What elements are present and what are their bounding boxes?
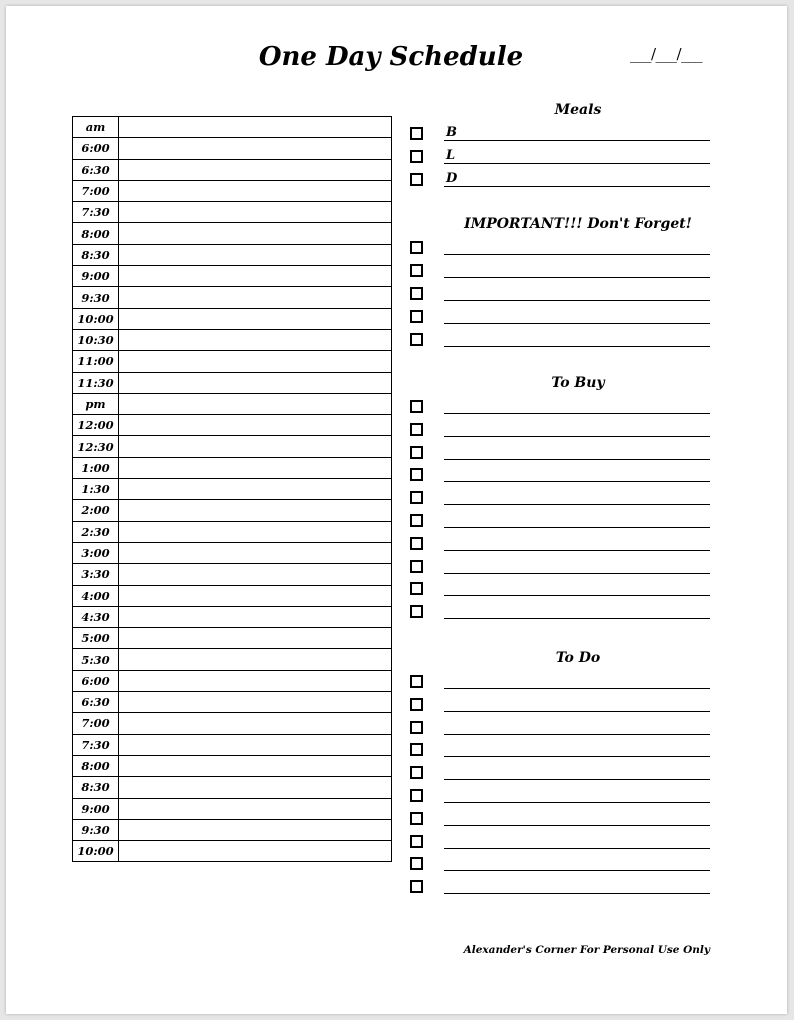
- to-do-write-line[interactable]: [444, 756, 710, 757]
- schedule-entry[interactable]: [119, 734, 392, 755]
- to-do-checkbox[interactable]: [410, 789, 423, 802]
- time-label: 9:30: [73, 287, 119, 308]
- to-buy-checkbox[interactable]: [410, 400, 423, 413]
- schedule-row: [73, 351, 392, 372]
- schedule-entry[interactable]: [119, 755, 392, 776]
- important-item: [408, 331, 710, 353]
- to-buy-write-line[interactable]: [444, 413, 710, 414]
- schedule-row: [73, 436, 392, 457]
- time-label: 9:00: [73, 266, 119, 287]
- meal-item: [408, 171, 710, 193]
- meal-write-line[interactable]: [444, 140, 710, 141]
- to-do-item: [408, 673, 710, 695]
- schedule-entry[interactable]: [119, 798, 392, 819]
- schedule-row: [73, 138, 392, 159]
- schedule-row: [73, 521, 392, 542]
- time-label: 3:00: [73, 542, 119, 563]
- to-do-write-line[interactable]: [444, 848, 710, 849]
- time-label: 7:00: [73, 713, 119, 734]
- to-buy-checkbox[interactable]: [410, 605, 423, 618]
- to-buy-write-line[interactable]: [444, 481, 710, 482]
- important-write-line[interactable]: [444, 277, 710, 278]
- schedule-entry[interactable]: [119, 351, 392, 372]
- to-buy-item: [408, 444, 710, 466]
- to-buy-item: [408, 489, 710, 511]
- schedule-entry[interactable]: [119, 457, 392, 478]
- to-buy-checkbox[interactable]: [410, 514, 423, 527]
- schedule-row: [73, 329, 392, 350]
- time-label: 5:00: [73, 628, 119, 649]
- to-do-item: [408, 787, 710, 809]
- schedule-entry[interactable]: [119, 117, 392, 138]
- schedule-entry[interactable]: [119, 372, 392, 393]
- to-buy-item: [408, 398, 710, 420]
- to-buy-item: [408, 535, 710, 557]
- schedule-row: [73, 223, 392, 244]
- time-label: 8:00: [73, 223, 119, 244]
- schedule-row: [73, 841, 392, 862]
- important-checkbox[interactable]: [410, 310, 423, 323]
- time-label: am: [73, 117, 119, 138]
- schedule-entry[interactable]: [119, 606, 392, 627]
- to-buy-item: [408, 558, 710, 580]
- schedule-entry[interactable]: [119, 138, 392, 159]
- schedule-entry[interactable]: [119, 329, 392, 350]
- meal-item: [408, 148, 710, 170]
- schedule-entry[interactable]: [119, 819, 392, 840]
- time-label: 10:00: [73, 308, 119, 329]
- important-write-line[interactable]: [444, 323, 710, 324]
- to-do-checkbox[interactable]: [410, 721, 423, 734]
- to-do-checkbox[interactable]: [410, 812, 423, 825]
- time-label: 9:30: [73, 819, 119, 840]
- schedule-row: [73, 117, 392, 138]
- schedule-entry[interactable]: [119, 479, 392, 500]
- to-do-checkbox[interactable]: [410, 880, 423, 893]
- schedule-entry[interactable]: [119, 521, 392, 542]
- schedule-row: [73, 287, 392, 308]
- schedule-entry[interactable]: [119, 542, 392, 563]
- schedule-table: [72, 116, 392, 862]
- schedule-entry[interactable]: [119, 266, 392, 287]
- schedule-entry[interactable]: [119, 649, 392, 670]
- schedule-row: [73, 542, 392, 563]
- schedule-entry[interactable]: [119, 244, 392, 265]
- important-item: [408, 262, 710, 284]
- time-label: 7:00: [73, 180, 119, 201]
- to-buy-write-line[interactable]: [444, 504, 710, 505]
- schedule-row: [73, 777, 392, 798]
- time-label: 1:30: [73, 479, 119, 500]
- schedule-row: [73, 713, 392, 734]
- schedule-row: [73, 798, 392, 819]
- to-buy-checkbox[interactable]: [410, 468, 423, 481]
- schedule-entry[interactable]: [119, 436, 392, 457]
- meals-title: Meals: [554, 102, 602, 118]
- to-buy-write-line[interactable]: [444, 618, 710, 619]
- schedule-row: [73, 692, 392, 713]
- schedule-row: [73, 457, 392, 478]
- time-label: 2:00: [73, 500, 119, 521]
- to-buy-checkbox[interactable]: [410, 582, 423, 595]
- schedule-row: [73, 266, 392, 287]
- time-label: 5:30: [73, 649, 119, 670]
- to-do-checkbox[interactable]: [410, 835, 423, 848]
- to-do-checkbox[interactable]: [410, 698, 423, 711]
- schedule-row: [73, 244, 392, 265]
- time-label: 12:30: [73, 436, 119, 457]
- to-buy-write-line[interactable]: [444, 550, 710, 551]
- schedule-entry[interactable]: [119, 713, 392, 734]
- to-do-write-line[interactable]: [444, 825, 710, 826]
- to-do-checkbox[interactable]: [410, 766, 423, 779]
- to-do-checkbox[interactable]: [410, 857, 423, 870]
- schedule-entry[interactable]: [119, 393, 392, 414]
- to-buy-checkbox[interactable]: [410, 537, 423, 550]
- to-do-item: [408, 719, 710, 741]
- schedule-entry[interactable]: [119, 202, 392, 223]
- important-write-line[interactable]: [444, 346, 710, 347]
- schedule-entry[interactable]: [119, 159, 392, 180]
- schedule-row: [73, 670, 392, 691]
- schedule-entry[interactable]: [119, 841, 392, 862]
- important-title: IMPORTANT!!! Don't Forget!: [464, 216, 692, 232]
- time-label: 6:30: [73, 159, 119, 180]
- schedule-entry[interactable]: [119, 692, 392, 713]
- footer-note: Alexander's Corner For Personal Use Only: [463, 944, 710, 956]
- schedule-entry[interactable]: [119, 415, 392, 436]
- to-do-item: [408, 696, 710, 718]
- to-do-item: [408, 741, 710, 763]
- schedule-row: [73, 180, 392, 201]
- to-buy-item: [408, 603, 710, 625]
- schedule-entry[interactable]: [119, 287, 392, 308]
- schedule-row: [73, 159, 392, 180]
- time-label: 10:00: [73, 841, 119, 862]
- important-item: [408, 285, 710, 307]
- to-do-checkbox[interactable]: [410, 675, 423, 688]
- schedule-row: [73, 393, 392, 414]
- time-label: 8:00: [73, 755, 119, 776]
- to-do-checkbox[interactable]: [410, 743, 423, 756]
- important-checkbox[interactable]: [410, 241, 423, 254]
- to-buy-checkbox[interactable]: [410, 423, 423, 436]
- meal-label: B: [446, 125, 457, 140]
- schedule-entry[interactable]: [119, 223, 392, 244]
- to-buy-checkbox[interactable]: [410, 491, 423, 504]
- to-do-write-line[interactable]: [444, 802, 710, 803]
- schedule-row: [73, 628, 392, 649]
- time-label: 4:00: [73, 585, 119, 606]
- schedule-row: [73, 202, 392, 223]
- important-checkbox[interactable]: [410, 287, 423, 300]
- schedule-row: [73, 479, 392, 500]
- to-do-write-line[interactable]: [444, 711, 710, 712]
- time-label: 7:30: [73, 202, 119, 223]
- to-do-write-line[interactable]: [444, 688, 710, 689]
- schedule-row: [73, 585, 392, 606]
- time-label: 11:00: [73, 351, 119, 372]
- time-label: 8:30: [73, 777, 119, 798]
- time-label: 6:00: [73, 138, 119, 159]
- schedule-entry[interactable]: [119, 585, 392, 606]
- schedule-row: [73, 415, 392, 436]
- to-buy-write-line[interactable]: [444, 595, 710, 596]
- schedule-entry[interactable]: [119, 500, 392, 521]
- to-buy-checkbox[interactable]: [410, 560, 423, 573]
- schedule-row: [73, 755, 392, 776]
- schedule-row: [73, 500, 392, 521]
- time-label: 11:30: [73, 372, 119, 393]
- to-buy-title: To Buy: [551, 375, 605, 391]
- important-item: [408, 239, 710, 261]
- meal-checkbox[interactable]: [410, 150, 423, 163]
- time-label: 10:30: [73, 329, 119, 350]
- time-label: 2:30: [73, 521, 119, 542]
- to-do-write-line[interactable]: [444, 870, 710, 871]
- schedule-entry[interactable]: [119, 777, 392, 798]
- meal-label: L: [446, 148, 456, 163]
- to-do-write-line[interactable]: [444, 734, 710, 735]
- to-buy-write-line[interactable]: [444, 527, 710, 528]
- time-label: 1:00: [73, 457, 119, 478]
- to-do-item: [408, 833, 710, 855]
- schedule-row: [73, 649, 392, 670]
- schedule-row: [73, 734, 392, 755]
- to-buy-write-line[interactable]: [444, 459, 710, 460]
- to-buy-item: [408, 580, 710, 602]
- schedule-row: [73, 372, 392, 393]
- schedule-entry[interactable]: [119, 180, 392, 201]
- important-checkbox[interactable]: [410, 264, 423, 277]
- time-label: pm: [73, 393, 119, 414]
- meal-write-line[interactable]: [444, 163, 710, 164]
- schedule-entry[interactable]: [119, 308, 392, 329]
- time-label: 8:30: [73, 244, 119, 265]
- to-buy-write-line[interactable]: [444, 436, 710, 437]
- to-do-write-line[interactable]: [444, 779, 710, 780]
- schedule-row: [73, 308, 392, 329]
- to-buy-item: [408, 421, 710, 443]
- time-label: 3:30: [73, 564, 119, 585]
- meal-write-line[interactable]: [444, 186, 710, 187]
- time-label: 4:30: [73, 606, 119, 627]
- meal-checkbox[interactable]: [410, 173, 423, 186]
- important-write-line[interactable]: [444, 300, 710, 301]
- important-checkbox[interactable]: [410, 333, 423, 346]
- time-label: 12:00: [73, 415, 119, 436]
- meal-item: [408, 125, 710, 147]
- to-buy-checkbox[interactable]: [410, 446, 423, 459]
- to-do-title: To Do: [555, 650, 601, 666]
- schedule-row: [73, 564, 392, 585]
- meal-label: D: [446, 171, 458, 186]
- date-field[interactable]: ___/___/___: [630, 45, 703, 63]
- time-label: 7:30: [73, 734, 119, 755]
- to-do-write-line[interactable]: [444, 893, 710, 894]
- to-do-item: [408, 810, 710, 832]
- to-buy-item: [408, 466, 710, 488]
- to-buy-item: [408, 512, 710, 534]
- page-title: One Day Schedule: [258, 42, 524, 72]
- meal-checkbox[interactable]: [410, 127, 423, 140]
- schedule-entry[interactable]: [119, 670, 392, 691]
- schedule-entry[interactable]: [119, 628, 392, 649]
- to-do-item: [408, 855, 710, 877]
- time-label: 9:00: [73, 798, 119, 819]
- to-do-item: [408, 878, 710, 900]
- to-do-item: [408, 764, 710, 786]
- schedule-row: [73, 819, 392, 840]
- time-label: 6:00: [73, 670, 119, 691]
- schedule-entry[interactable]: [119, 564, 392, 585]
- schedule-row: [73, 606, 392, 627]
- important-item: [408, 308, 710, 330]
- important-write-line[interactable]: [444, 254, 710, 255]
- time-label: 6:30: [73, 692, 119, 713]
- to-buy-write-line[interactable]: [444, 573, 710, 574]
